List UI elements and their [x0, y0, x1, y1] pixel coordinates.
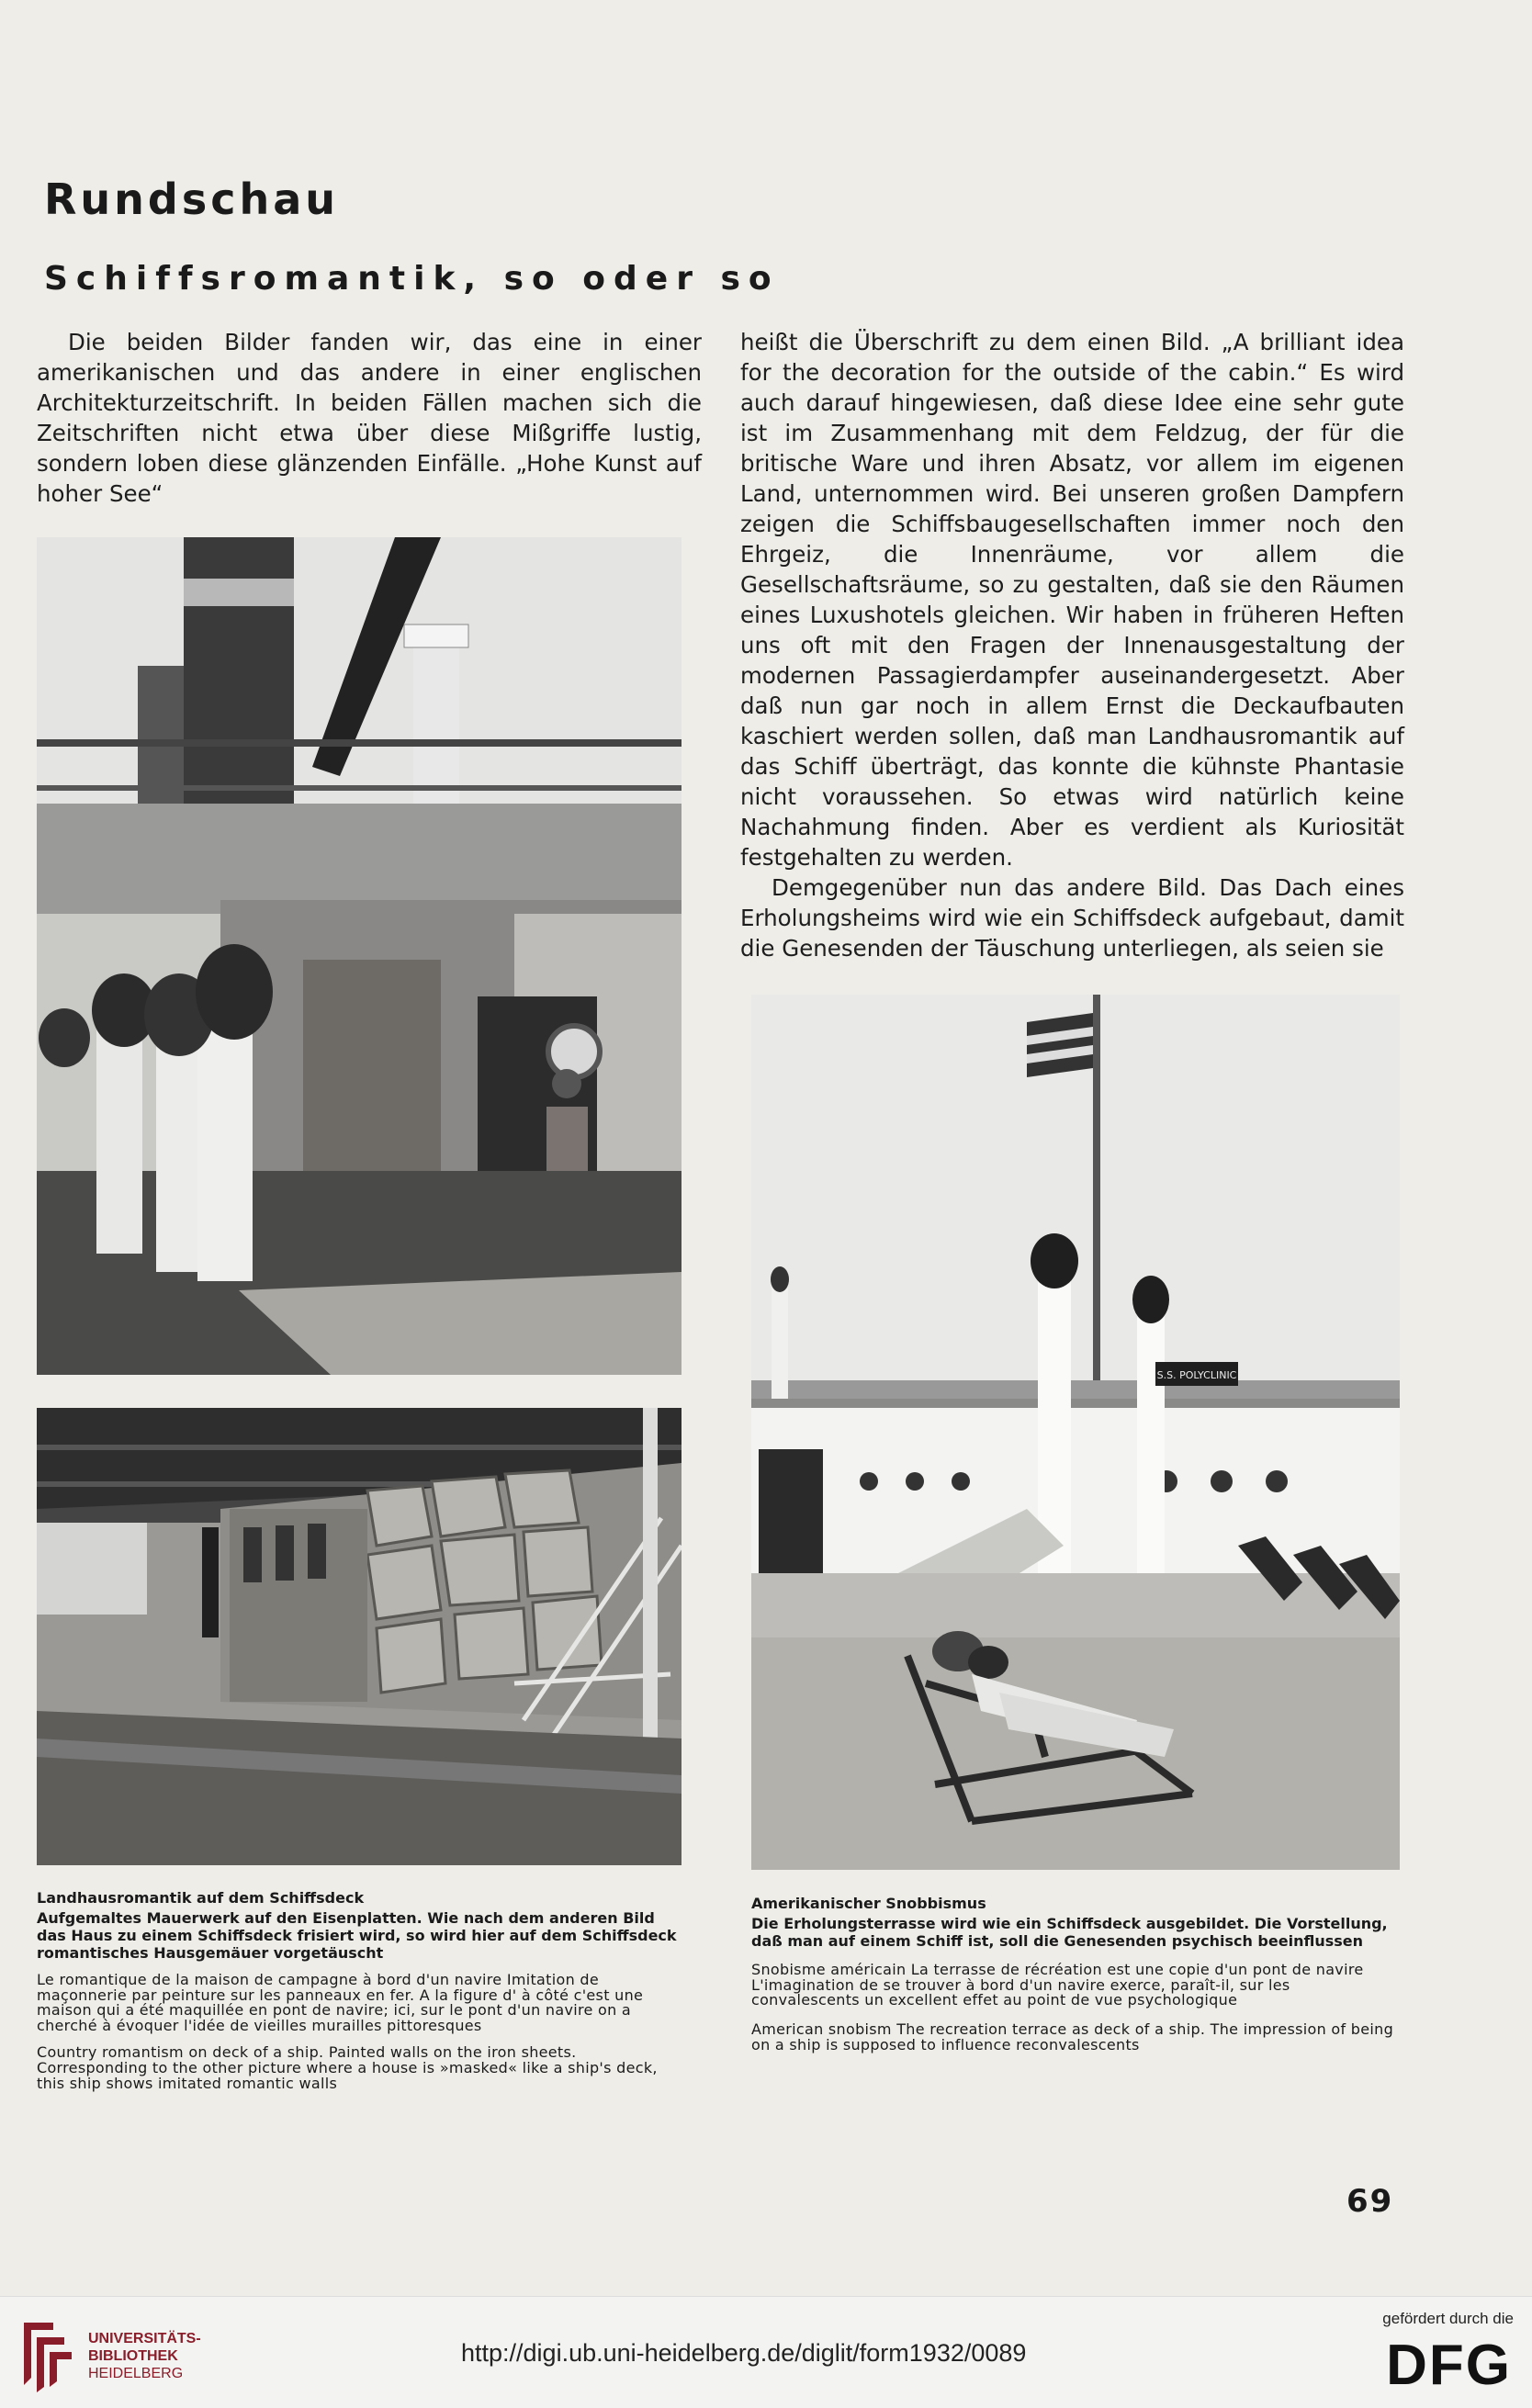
section-heading: Rundschau — [44, 174, 340, 224]
caption-title: Amerikanischer Snobbismus — [751, 1895, 986, 1912]
library-name-line: HEIDELBERG — [88, 2366, 184, 2381]
caption-english: American snobism The recreation terrace as deck of a ship. The impression of being on a ship is supposed to influence reconvalescents — [751, 2020, 1394, 2054]
caption-german: Die Erholungsterrasse wird wie ein Schiffsdeck ausgebildet. Die Vorstellung, daß man auf einem Schiff ist, soll die Genesenden psychisch beeinflussen — [751, 1915, 1388, 1950]
body-paragraph: heißt die Überschrift zu dem einen Bild. „A brilliant idea for the decoration for the outside of the cabin.“ Es wird auch darauf hingewiesen, daß diese Idee eine sehr gute ist im Zusammenhang mit dem Feldzug, der für die britische Ware und ihren Absatz, vor allem im eigenen Land, unternommen wird. Bei unseren großen Dampfern zeigen die Schiffsbaugesellschaften immer noch den Ehrgeiz, die Innenräume, vor allem die Gesellschaftsräume, so zu gestalten, daß sie den Räumen eines Luxushotels gleichen. Wir haben in früheren Heften uns oft mit den Fragen der Innenausgestaltung der modernen Passagierdampfer auseinandergesetzt. Aber daß nun gar noch in allem Ernst die Deckaufbauten kaschiert werden sollen, daß man Landhausromantik auf das Schiff überträgt, das konnte die kühnste Phantasie nicht voraussehen. So etwas wird natürlich keine Nachahmung finden. Aber es verdient als Kuriosität festgehalten zu werden. — [740, 329, 1404, 871]
caption-french: Le romantique de la maison de campagne à bord d'un navire Imitation de maçonnerie par peinture sur les panneaux en fer. A la figure d' à côté c'est une maison qui a été maquillée en pont de navire; ici, sur le pont d'un navire on a cherché à évoquer l'idée de vieilles murailles pittoresques — [37, 1971, 644, 2034]
article-title: Schiffsromantik, so oder so — [44, 260, 780, 298]
ship-deck-cabin-photo — [37, 537, 682, 1375]
right-text-column — [740, 327, 1404, 963]
library-name — [88, 2330, 201, 2382]
left-photo-caption — [37, 1889, 685, 2091]
caption-french: Snobisme américain La terrasse de récréation est une copie d'un pont de navire L'imagination de se trouver à bord d'un navire exerce, paraît-il, sur les convalescents un excellent effet au point de vue psychologique — [751, 1961, 1364, 2009]
stone-wall-deck-photo — [37, 1408, 682, 1865]
sponsor-label: gefördert durch die — [1382, 2310, 1514, 2327]
caption-english: Country romantism on deck of a ship. Painted walls on the iron sheets. Corresponding to the other picture where a house is »masked« like a ship's deck, this ship shows imitated romantic walls — [37, 2043, 658, 2092]
body-paragraph: Demgegenüber nun das andere Bild. Das Dach eines Erholungsheims wird wie ein Schiffsdeck aufgebaut, damit die Genesenden der Täuschung unterliegen, als seien sie — [740, 874, 1404, 962]
library-name-line: UNIVERSITÄTS- — [88, 2331, 201, 2346]
dfg-logo: DFG — [1386, 2334, 1512, 2397]
university-library-logo-icon — [17, 2313, 75, 2394]
body-paragraph: Die beiden Bilder fanden wir, das eine in einer amerikanischen und das andere in einer englischen Architekturzeitschrift. In beiden Fällen machen sich die Zeitschriften nicht etwa über diese Mißgriffe lustig, sondern loben diese glänzenden Einfälle. „Hohe Kunst auf hoher See“ — [37, 329, 702, 507]
page-number: 69 — [1346, 2183, 1394, 2220]
caption-german: Aufgemaltes Mauerwerk auf den Eisenplatten. Wie nach dem anderen Bild das Haus zu einem Schiffsdeck frisiert wird, so wird hier auf dem Schiffsdeck romantisches Hausgemäuer vorgetäuscht — [37, 1909, 677, 1962]
recreation-terrace-photo — [751, 995, 1400, 1870]
source-url-link[interactable]: http://digi.ub.uni-heidelberg.de/diglit/form1932/0089 — [461, 2339, 1027, 2367]
ship-sign-text: S.S. POLYCLINIC — [1156, 1369, 1237, 1381]
left-text-column — [37, 327, 702, 509]
digitization-footer — [0, 2296, 1532, 2408]
right-photo-caption — [751, 1895, 1400, 2053]
library-name-line: BIBLIOTHEK — [88, 2348, 178, 2364]
caption-title: Landhausromantik auf dem Schiffsdeck — [37, 1889, 365, 1907]
